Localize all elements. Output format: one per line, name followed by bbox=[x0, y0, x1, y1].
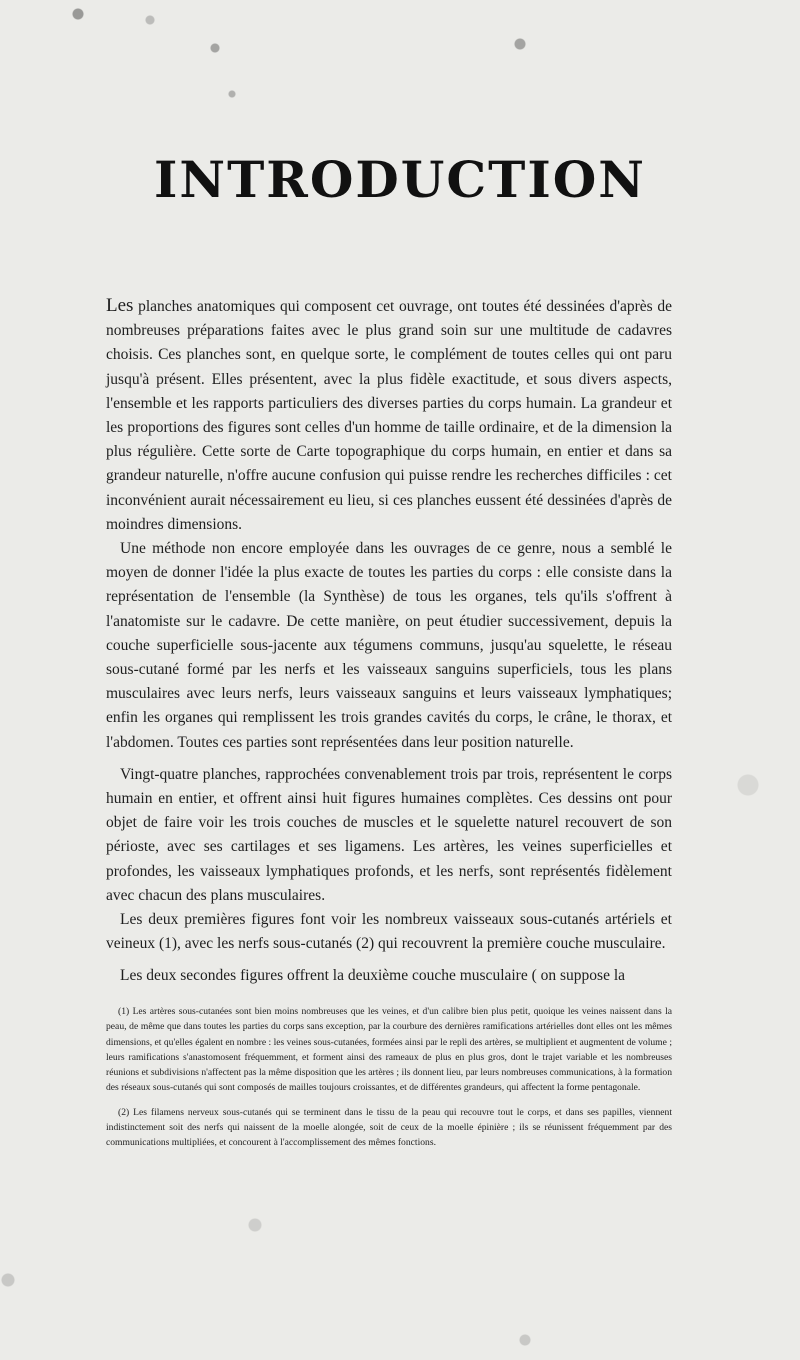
footnote-1: (1) Les artères sous-cutanées sont bien moins nombreuses que les veines, et d'un calibre bien plus petit, quoique les veines naissent dans la peau, de même que dans toutes les parties du corps sans exception, par la courbure des dernières ramifications artérielles dont elles ont les mêmes dimensions, et qu'elles égalent en nombre : les veines sous-cutanées, formées ainsi par le repli des artères, se multiplient et augmentent de volume ; leurs ramifications s'anastomosent fréquemment, et forment ainsi des rameaux de plus en plus gros, dont le trajet variable et les nombreuses réunions et subdivisions n'affectent pas la même disposition que les artères ; ils donnent lieu, par leurs nombreuses communications, à la formation des réseaux sous-cutanés qui sont composés de mailles toujours croissantes, et de différentes grandeurs, qui affectent la forme pentagonale. bbox=[106, 1006, 672, 1094]
paragraph-3: Vingt-quatre planches, rapprochées convenablement trois par trois, représentent le corps humain en entier, et offrent ainsi huit figures humaines complètes. Ces dessins ont pour objet de faire voir les trois couches de muscles et le squelette naturel recouvert de son périoste, avec ses cartilages et ses ligamens. Les artères, les veines superficielles et profondes, les vaisseaux lymphatiques profonds, et les nerfs, sont représentés fidèlement avec chacun des plans musculaires. bbox=[106, 765, 672, 904]
paragraph-4: Les deux premières figures font voir les nombreux vaisseaux sous-cutanés artériels et veineux (1), avec les nerfs sous-cutanés (2) qui recouvrent la première couche musculaire. bbox=[106, 911, 672, 953]
main-text bbox=[106, 294, 672, 989]
dropcap-word: Les bbox=[106, 295, 134, 316]
page-title: INTRODUCTION bbox=[153, 150, 647, 209]
paragraph-2: Une méthode non encore employée dans les ouvrages de ce genre, nous a semblé le moyen de donner l'idée la plus exacte de toutes les parties du corps : elle consiste dans la représentation de l'ensemble (la Synthèse) de tous les organes, tels qu'ils s'offrent à l'anatomiste sur le cadavre. De cette manière, on peut étudier successivement, depuis la couche superficielle sous-jacente aux tégumens communs, jusqu'au squelette, le réseau sous-cutané formé par les nerfs et les vaisseaux sanguins superficiels, tous les plans musculaires avec leurs nerfs, leurs vaisseaux sanguins et leurs vaisseaux lymphatiques; enfin les organes qui remplissent les trois grandes cavités du corps, le crâne, le thorax, et l'abdomen. Toutes ces parties sont représentées dans leur position naturelle. bbox=[106, 540, 672, 751]
paragraph-1-text: planches anatomiques qui composent cet ouvrage, ont toutes été dessinées d'après de nombreuses préparations faites avec le plus grand soin sur une multitude de cadavres choisis. Ces planches sont, en quelque sorte, le complément de toutes celles qui ont paru jusqu'à présent. Elles présentent, avec la plus fidèle exactitude, et sous divers aspects, l'ensemble et les rapports particuliers des diverses parties du corps humain. La grandeur et les proportions des figures sont celles d'un homme de taille ordinaire, et de la dimension la plus régulière. Cette sorte de Carte topographique du corps humain, en entier et dans sa grandeur naturelle, n'offre aucune confusion qui puisse rendre les recherches difficiles : cet inconvénient aurait nécessairement eu lieu, si ces planches eussent été dessinées d'après de moindres dimensions. bbox=[106, 298, 672, 533]
footnote-2: (2) Les filamens nerveux sous-cutanés qui se terminent dans le tissu de la peau qui recouvre tout le corps, et dans ses papilles, viennent indistinctement soit des nerfs qui naissent de la moelle alongée, soit de ceux de la moelle épinière ; ils se réunissent fréquemment par des communications multipliées, et concourent à l'accomplissement des mêmes fonctions. bbox=[106, 1106, 672, 1149]
paragraph-1 bbox=[106, 294, 672, 537]
paragraph-5: Les deux secondes figures offrent la deuxième couche musculaire ( on suppose la bbox=[120, 967, 626, 985]
footnotes bbox=[106, 1004, 672, 1160]
